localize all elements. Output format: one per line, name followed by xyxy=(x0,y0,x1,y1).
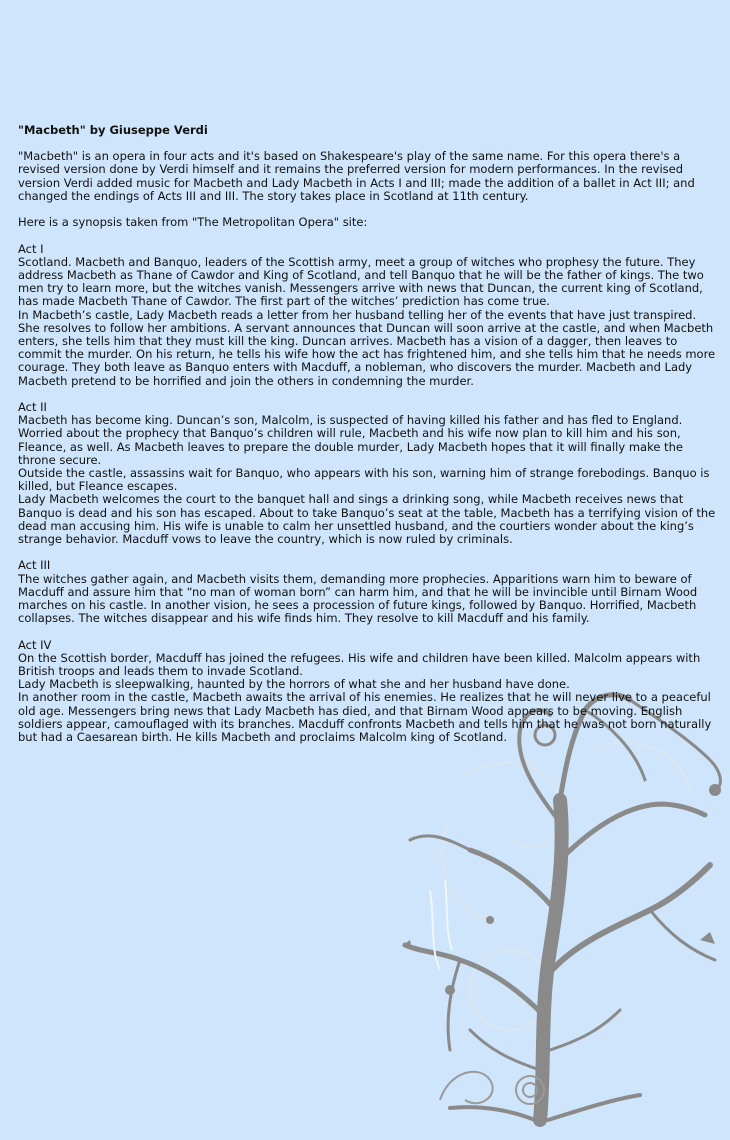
act-paragraph: In Macbeth’s castle, Lady Macbeth reads a letter from her husband telling her of the events that have just transpired. She resolves to follow her ambitions. A servant announces that Duncan will soon arrive at the castle, and when Macbeth enters, she tells him that they must kill the king. Duncan arrives. Macbeth has a vision of a dagger, then leaves to commit the murder. On his return, he tells his wife how the act has frightened him, and she tells him that he needs more courage. They both leave as Banquo enters with Macduff, a nobleman, who discovers the murder. Macbeth and Lady Macbeth pretend to be horrified and join the others in condemning the murder. xyxy=(18,307,716,388)
act-paragraph: The witches gather again, and Macbeth visits them, demanding more prophecies. Apparitions warn him to beware of Macduff and assure him that “no man of woman born” can harm him, and that he will be invincible until Birnam Wood marches on his castle. In another vision, he sees a procession of future kings, followed by Banquo. Horrified, Macbeth collapses. The witches disappear and his wife finds him. They resolve to kill Macduff and his family. xyxy=(18,571,698,626)
act-1-section xyxy=(18,243,718,388)
act-heading: Act II xyxy=(18,400,47,415)
source-line: Here is a synopsis taken from "The Metropolitan Opera" site: xyxy=(18,215,368,230)
act-paragraph: Lady Macbeth is sleepwalking, haunted by the horrors of what she and her husband have done. xyxy=(18,677,570,692)
page-title: "Macbeth" by Giuseppe Verdi xyxy=(18,123,208,137)
act-paragraph: Lady Macbeth welcomes the court to the banquet hall and sings a drinking song, while Macbeth receives news that Banquo is dead and his son has escaped. About to take Banquo’s seat at the table, Macbeth has a terrifying vision of the dead man accusing him. His wife is unable to calm her unsettled husband, and the courtiers wonder about the king’s strange behavior. Macduff vows to leave the country, which is now ruled by criminals. xyxy=(18,492,716,547)
act-paragraph: Macbeth has become king. Duncan’s son, Malcolm, is suspected of having killed his father and has fled to England. Worried about the prophecy that Banquo’s children will rule, Macbeth and his wife now plan to kill him and his son, Fleance, as well. As Macbeth leaves to prepare the double murder, Lady Macbeth hopes that it will finally make the throne secure. xyxy=(18,413,683,467)
article xyxy=(18,124,718,757)
act-paragraph: In another room in the castle, Macbeth awaits the arrival of his enemies. He realizes that he will never live to a peaceful old age. Messengers bring news that Lady Macbeth has died, and that Birnam Wood appears to be moving. English soldiers appear, camouflaged with its branches. Macduff confronts Macbeth and tells him that he was not born naturally but had a Caesarean birth. He kills Macbeth and proclaims Malcolm king of Scotland. xyxy=(18,690,712,745)
act-paragraph: Scotland. Macbeth and Banquo, leaders of the Scottish army, meet a group of witches who prophesy the future. They address Macbeth as Thane of Cawdor and King of Scotland, and tell Banquo that he will be the father of kings. The two men try to learn more, but the witches vanish. Messengers arrive with news that Duncan, the current king of Scotland, has made Macbeth Thane of Cawdor. The first part of the witches’ prediction has come true. xyxy=(18,254,704,309)
act-heading: Act IV xyxy=(18,637,52,652)
intro-paragraph: "Macbeth" is an opera in four acts and it's based on Shakespeare's play of the same name. For this opera there's a revised version done by Verdi himself and it remains the preferred version for modern performances. In the revised version Verdi added music for Macbeth and Lady Macbeth in Acts I and III; made the addition of a ballet in Act III; and changed the endings of Acts III and III. The story takes place in Scotland at 11th century. xyxy=(18,149,695,203)
act-paragraph: On the Scottish border, Macduff has joined the refugees. His wife and children have been killed. Malcolm appears with British troops and leads them to invade Scotland. xyxy=(18,650,701,679)
act-paragraph: Outside the castle, assassins wait for Banquo, who appears with his son, warning him of strange forebodings. Banquo is killed, but Fleance escapes. xyxy=(18,466,710,494)
act-2-section xyxy=(18,401,718,546)
act-3-section xyxy=(18,559,718,625)
act-4-section xyxy=(18,639,718,745)
act-heading: Act III xyxy=(18,558,51,573)
act-heading: Act I xyxy=(18,241,44,256)
